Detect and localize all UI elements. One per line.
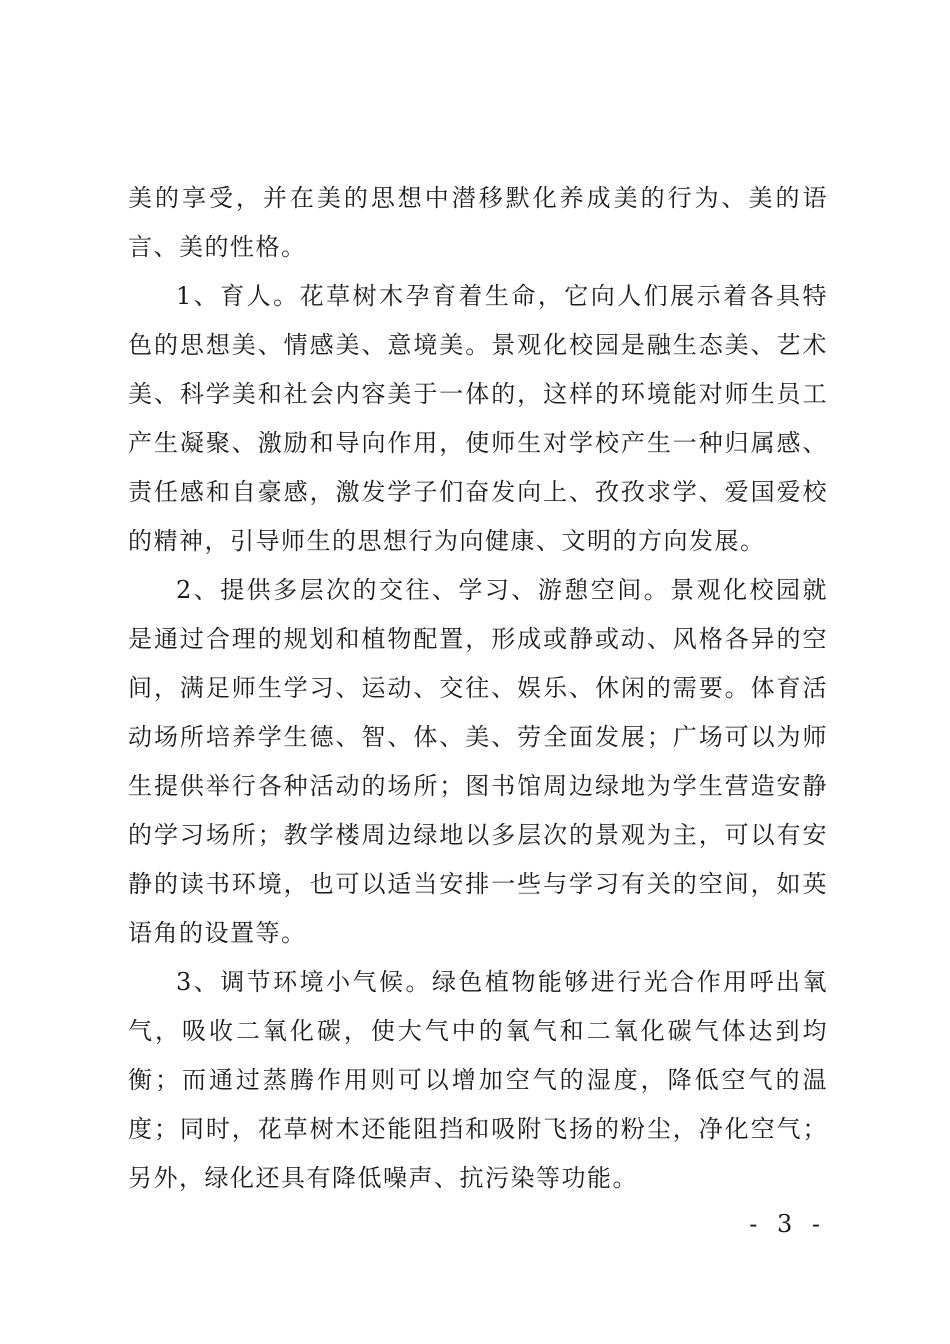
page-number: - 3 - [749, 1210, 826, 1238]
paragraph-space: 2、提供多层次的交往、学习、游憩空间。景观化校园就是通过合理的规划和植物配置，形成或静或动、风格各异的空间，满足师生学习、运动、交往、娱乐、休闲的需要。体育活动场所培养学生德、智、体、美、劳全面发展；广场可以为师生提供举行各种活动的场所；图书馆周边绿地为学生营造安静的学习场所；教学楼周边绿地以多层次的景观为主，可以有安静的读书环境，也可以适当安排一些与学习有关的空间，如英语角的设置等。 [128, 576, 828, 947]
paragraph-microclimate: 3、调节环境小气候。绿色植物能够进行光合作用呼出氧气，吸收二氧化碳，使大气中的氧气和二氧化碳气体达到均衡；而通过蒸腾作用则可以增加空气的湿度，降低空气的温度；同时，花草树木还能阻挡和吸附飞扬的粉尘，净化空气；另外，绿化还具有降低噪声、抗污染等功能。 [128, 968, 828, 1192]
paragraph-education: 1、育人。花草树木孕育着生命，它向人们展示着各具特色的思想美、情感美、意境美。景观化校园是融生态美、艺术美、科学美和社会内容美于一体的，这样的环境能对师生员工产生凝聚、激励和导向作用，使师生对学校产生一种归属感、责任感和自豪感，激发学子们奋发向上、孜孜求学、爱国爱校的精神，引导师生的思想行为向健康、文明的方向发展。 [128, 282, 828, 555]
paragraph-continuation: 美的享受，并在美的思想中潜移默化养成美的行为、美的语言、美的性格。 [128, 184, 828, 261]
document-body [128, 174, 828, 1203]
